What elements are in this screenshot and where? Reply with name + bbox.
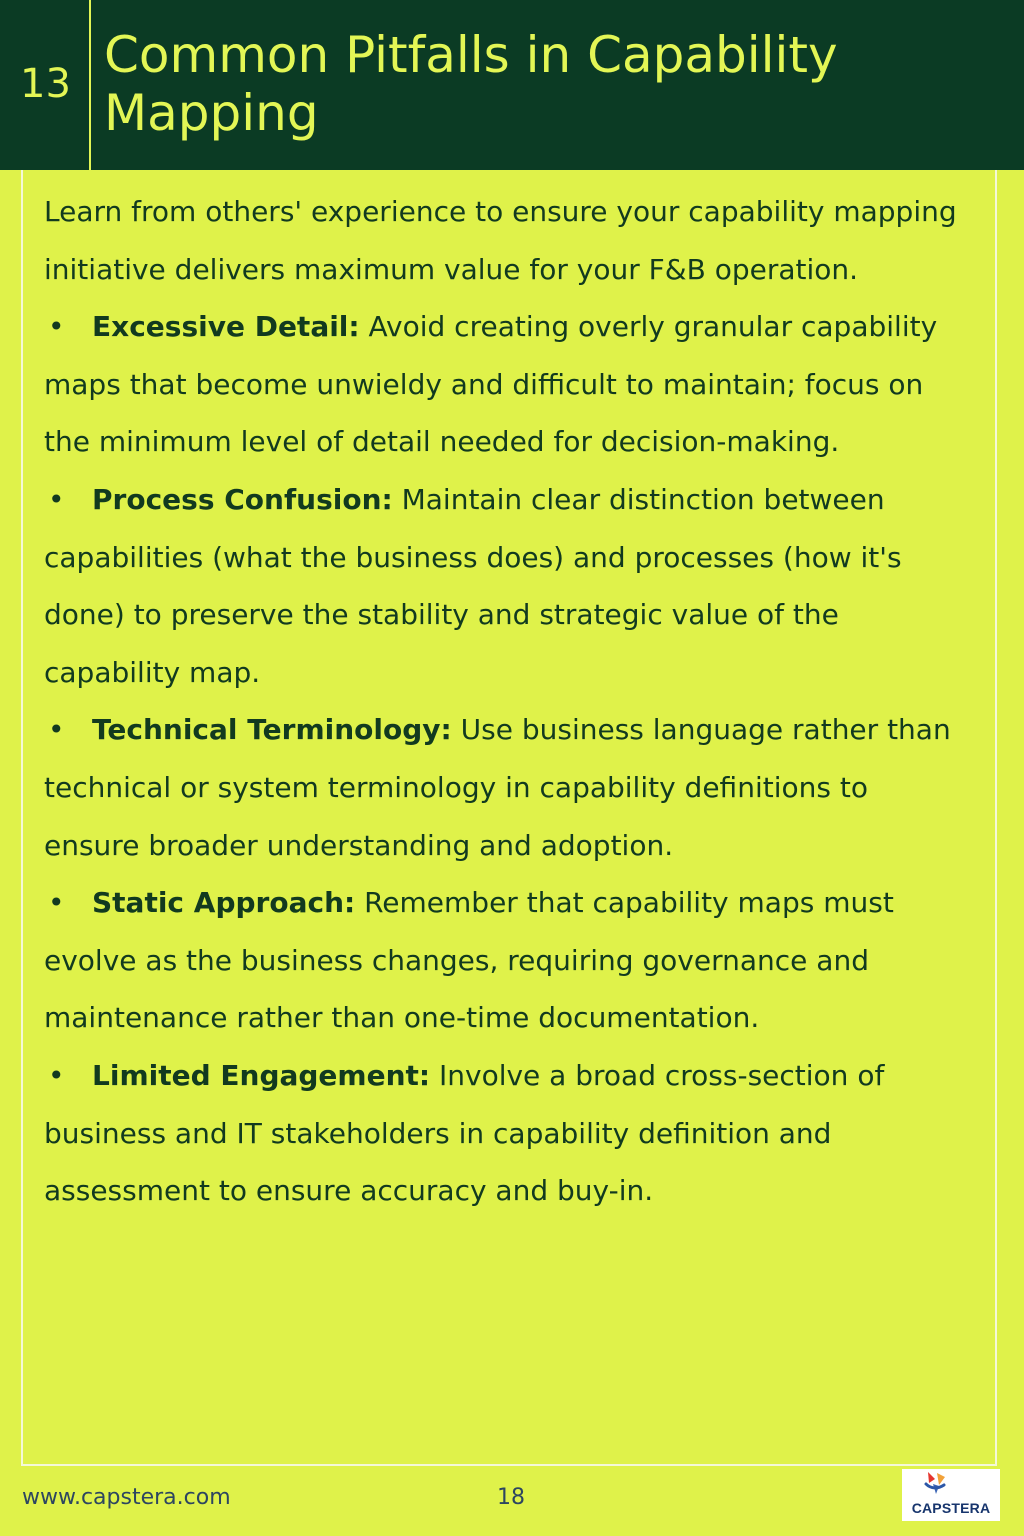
page-header — [0, 0, 1024, 170]
bullet-icon: • — [48, 482, 65, 516]
bullet-icon: • — [48, 1058, 65, 1092]
pitfall-description: Involve a broad cross-section of business and IT stakeholders in capability definition and assessment to ensure accuracy and buy-in. — [44, 1058, 885, 1208]
bullet-icon: • — [48, 713, 65, 747]
pitfall-process-confusion — [44, 471, 964, 701]
pitfall-title: Excessive Detail: — [92, 310, 360, 344]
pitfall-description: Avoid creating overly granular capability maps that become unwieldy and difficult to maintain; focus on the minimum level of detail needed for decision-making. — [44, 310, 938, 459]
pitfall-title: Process Confusion: — [92, 482, 393, 516]
pitfall-description: Maintain clear distinction between capabilities (what the business does) and processes (how it's done) to preserve the stability and strategic value of the capability map. — [44, 482, 902, 689]
header-divider — [89, 0, 91, 170]
bullet-icon: • — [48, 310, 65, 344]
intro-paragraph: Learn from others' experience to ensure your capability mapping initiative delivers maximum value for your F&B operation. — [44, 195, 957, 286]
pitfall-limited-engagement — [44, 1047, 964, 1220]
pitfall-description: Remember that capability maps must evolve as the business changes, requiring governance and maintenance rather than one-time documentation. — [44, 886, 894, 1035]
pitfall-technical-terminology — [44, 701, 964, 874]
pitfall-static-approach — [44, 874, 964, 1047]
page-title: Common Pitfalls in Capability Mapping — [104, 26, 838, 142]
page-number: 18 — [497, 1485, 525, 1510]
pitfall-title: Limited Engagement: — [92, 1058, 431, 1092]
pitfall-title: Static Approach: — [92, 886, 356, 920]
main-content — [44, 183, 964, 1220]
pitfall-excessive-detail — [44, 298, 964, 471]
footer-website-link[interactable]: www.capstera.com — [22, 1485, 231, 1510]
pitfall-title: Technical Terminology: — [92, 713, 452, 747]
pitfall-description: Use business language rather than technical or system terminology in capability definitions to ensure broader understanding and adoption. — [44, 713, 951, 862]
logo-text: CAPSTERA — [911, 1500, 991, 1516]
section-number: 13 — [20, 61, 71, 107]
capstera-logo — [902, 1469, 1000, 1521]
pitfalls-list — [44, 298, 964, 1220]
bullet-icon: • — [48, 886, 65, 920]
